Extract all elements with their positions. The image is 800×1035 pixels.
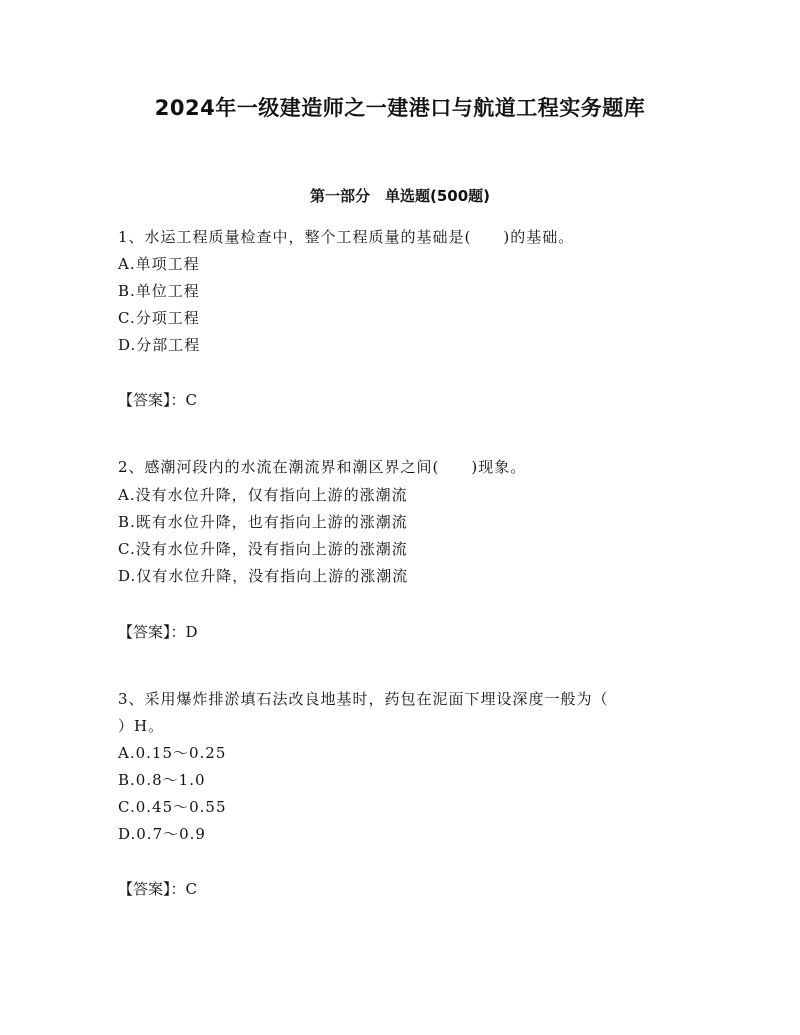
question-1-option-c: C.分项工程: [118, 309, 200, 327]
question-2-answer: 【答案】：D: [118, 623, 198, 641]
question-1-option-a: A.单项工程: [118, 255, 200, 273]
question-2-option-b: B.既有水位升降，也有指向上游的涨潮流: [118, 513, 408, 531]
question-3-stem-line-1: 3、采用爆炸排淤填石法改良地基时，药包在泥面下埋设深度一般为（: [118, 690, 609, 708]
question-3-option-d: D.0.7～0.9: [118, 825, 206, 843]
question-3-stem-line-2: ）H。: [118, 717, 165, 735]
question-3-option-b: B.0.8～1.0: [118, 771, 206, 789]
question-2-option-d: D.仅有水位升降，没有指向上游的涨潮流: [118, 567, 409, 585]
question-3-option-c: C.0.45～0.55: [118, 798, 227, 816]
question-3-answer: 【答案】：C: [118, 880, 197, 898]
question-1-answer: 【答案】：C: [118, 391, 197, 409]
question-2-option-c: C.没有水位升降，没有指向上游的涨潮流: [118, 540, 408, 558]
section-title: 第一部分 单选题(500题): [309, 187, 491, 205]
question-2-stem: 2、感潮河段内的水流在潮流界和潮区界之间( )现象。: [118, 458, 527, 476]
question-1-option-b: B.单位工程: [118, 282, 200, 300]
document-title: 2024年一级建造师之一建港口与航道工程实务题库: [154, 96, 646, 120]
question-1-option-d: D.分部工程: [118, 336, 201, 354]
question-2-option-a: A.没有水位升降，仅有指向上游的涨潮流: [118, 486, 408, 504]
question-1-stem: 1、水运工程质量检查中，整个工程质量的基础是( )的基础。: [118, 228, 575, 246]
question-3-option-a: A.0.15～0.25: [118, 744, 227, 762]
